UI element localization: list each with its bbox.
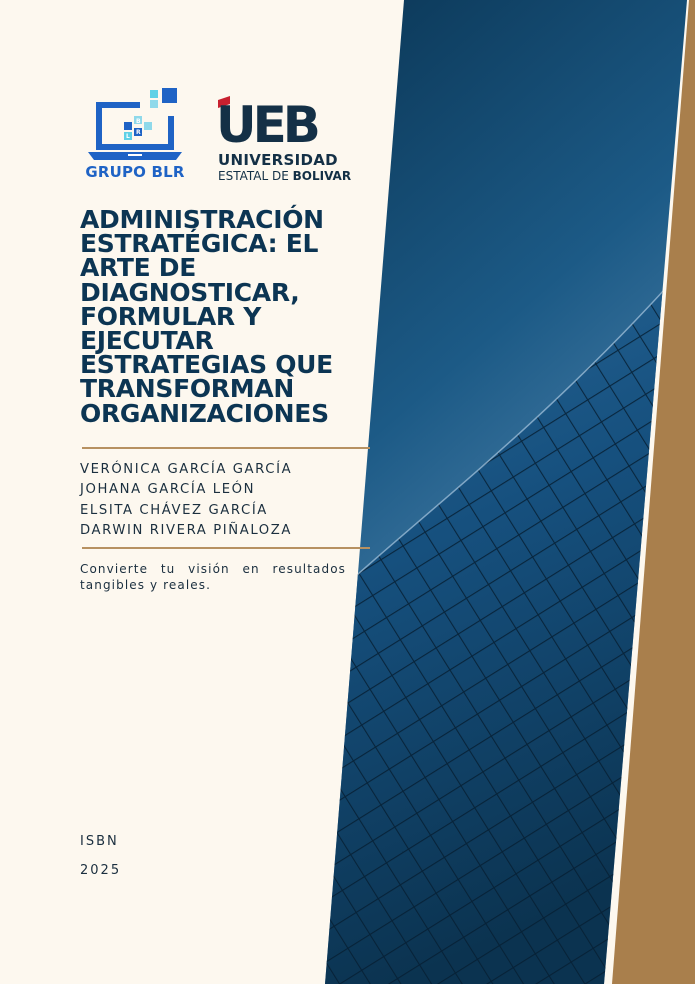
blr-letter-b: B xyxy=(136,118,141,125)
divider-top xyxy=(82,447,370,449)
blr-letter-r: R xyxy=(136,129,141,136)
ueb-name-line2-prefix: ESTATAL DE xyxy=(218,169,293,183)
grupo-blr-logo xyxy=(82,88,192,184)
author-4: DARWIN RIVERA PIÑALOZA xyxy=(80,522,293,538)
ueb-acronym: UEB xyxy=(216,96,317,148)
laptop-icon xyxy=(82,88,188,162)
ueb-wordmark xyxy=(216,94,356,148)
ueb-name-line2-bold: BOLIVAR xyxy=(292,169,352,183)
author-1: VERÓNICA GARCÍA GARCÍA xyxy=(80,462,293,477)
ueb-name-line2 xyxy=(218,169,351,183)
isbn-label: ISBN xyxy=(80,834,119,849)
tagline: Convierte tu visión en resultados tangibles y reales. xyxy=(80,562,346,592)
author-3: ELSITA CHÁVEZ GARCÍA xyxy=(80,502,268,518)
ueb-logo xyxy=(216,94,356,188)
blr-letter-l: L xyxy=(126,133,130,140)
author-2: JOHANA GARCÍA LEÓN xyxy=(80,482,256,498)
grupo-blr-label: GRUPO BLR xyxy=(85,163,185,181)
book-title: ADMINISTRACIÓN ESTRATÉGICA: EL ARTE DE DIAGNOSTICAR, FORMULAR Y EJECUTAR ESTRATEGIAS QUE TRANSFORMAN ORGANIZACIONES xyxy=(80,205,333,428)
publication-year: 2025 xyxy=(80,863,122,878)
divider-bottom xyxy=(82,547,370,549)
ueb-name-line1: UNIVERSIDAD xyxy=(218,151,338,169)
author-list xyxy=(80,460,370,541)
